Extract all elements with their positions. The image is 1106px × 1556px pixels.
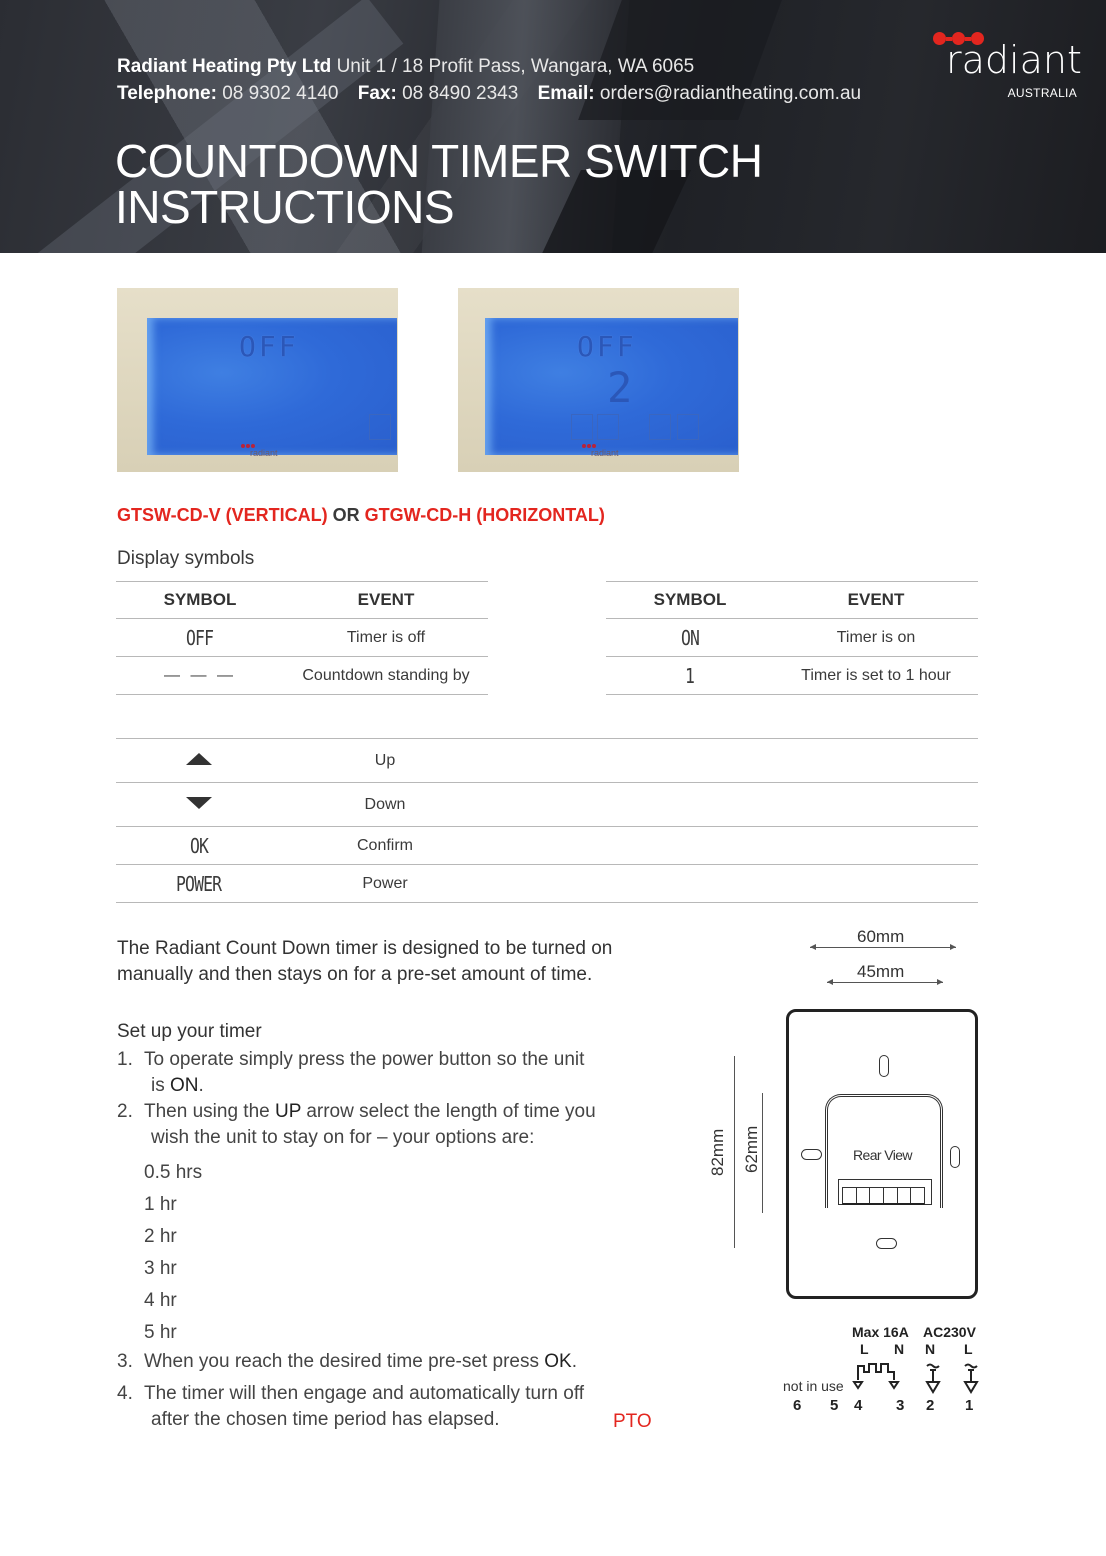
terminal-number: 6 xyxy=(793,1397,802,1414)
wiring-symbols-icon xyxy=(850,1358,990,1398)
height-inner-line xyxy=(762,1093,763,1213)
line-label: N xyxy=(925,1341,936,1357)
table-row xyxy=(116,739,978,783)
mounting-slot-bottom xyxy=(876,1238,897,1249)
telephone-value: 08 9302 4140 xyxy=(222,83,339,104)
setup-heading: Set up your timer xyxy=(117,1021,262,1042)
line-label: L xyxy=(860,1341,869,1357)
down-triangle-icon xyxy=(186,797,212,809)
buttons-table xyxy=(116,738,978,903)
header-symbol: SYMBOL xyxy=(163,590,237,609)
device-brand-label: radiant xyxy=(576,448,619,458)
height-outer-line xyxy=(734,1056,735,1248)
time-options-list xyxy=(117,1157,677,1349)
time-option: 5 hr xyxy=(144,1322,177,1343)
pto-note: PTO xyxy=(613,1411,652,1432)
time-option: 4 hr xyxy=(144,1290,177,1311)
model-or: OR xyxy=(332,505,360,525)
table-row xyxy=(606,619,978,657)
table-row xyxy=(116,619,488,657)
lcd-screen xyxy=(485,318,738,455)
page-title-line-1: COUNTDOWN TIMER SWITCH xyxy=(115,135,763,187)
lcd-up-button-icon xyxy=(571,414,593,440)
lcd-power-button-icon xyxy=(369,414,391,440)
device-brand-label: radiant xyxy=(235,448,278,458)
logo-wordmark: radiant xyxy=(946,38,1082,82)
height-outer-label: 82mm xyxy=(708,1128,727,1176)
event-text: Timer is on xyxy=(836,628,916,646)
product-photo-vertical xyxy=(117,288,398,472)
terminal-number: 5 xyxy=(830,1397,839,1414)
step-4: 4. The timer will then engage and automatically turn off after the chosen time period has elapsed. xyxy=(117,1383,585,1430)
header-event: EVENT xyxy=(357,590,415,609)
up-triangle-icon xyxy=(186,753,212,765)
email-link[interactable]: orders@radiantheating.com.au xyxy=(599,83,862,104)
time-option: 3 hr xyxy=(144,1258,177,1279)
button-label: Up xyxy=(374,751,396,769)
wiring-diagram xyxy=(780,1322,990,1422)
table-header-row xyxy=(606,582,978,619)
header-event: EVENT xyxy=(847,590,905,609)
company-name: Radiant Heating Pty Ltd xyxy=(117,56,332,77)
lcd-digit: 2 xyxy=(607,363,636,412)
header-banner xyxy=(0,0,1106,253)
symbols-table-right xyxy=(606,581,978,695)
model-numbers xyxy=(117,505,605,526)
telephone-label: Telephone: xyxy=(117,83,217,104)
contact-line xyxy=(117,80,861,107)
terminal-number: 3 xyxy=(896,1397,905,1414)
terminal-cells xyxy=(842,1187,925,1205)
button-label: Confirm xyxy=(356,836,413,854)
lcd-screen xyxy=(147,318,397,455)
model-horizontal: GTGW-CD-H (HORIZONTAL) xyxy=(364,505,605,525)
height-inner-label: 62mm xyxy=(742,1125,761,1173)
contact-info xyxy=(117,53,861,107)
fax-label: Fax: xyxy=(357,83,397,104)
table-row xyxy=(606,657,978,695)
symbols-table-left xyxy=(116,581,488,695)
intro-paragraph: The Radiant Count Down timer is designed to be turned on manually and then stays on for a pre-set amount of time. xyxy=(117,938,613,985)
width-inner-arrow xyxy=(827,982,943,983)
step-2: 2. Then using the UP arrow select the length of time you wish the unit to stay on for – your options are: xyxy=(117,1101,596,1148)
time-option: 0.5 hrs xyxy=(144,1162,203,1183)
step-1: 1. To operate simply press the power button so the unit is ON. xyxy=(117,1049,585,1096)
lcd-off-text: OFF xyxy=(577,330,637,363)
spec-voltage: AC230V xyxy=(923,1324,976,1340)
event-text: Timer is set to 1 hour xyxy=(801,666,951,684)
header-symbol: SYMBOL xyxy=(653,590,727,609)
lcd-ok-button-icon xyxy=(649,414,671,440)
fax-value: 08 8490 2343 xyxy=(402,83,519,104)
time-option: 1 hr xyxy=(144,1194,177,1215)
not-in-use-label: not in use xyxy=(783,1378,844,1394)
lcd-off-text: OFF xyxy=(239,330,299,363)
setup-steps xyxy=(117,1047,677,1433)
symbol-on: ON xyxy=(680,625,700,650)
symbol-off: OFF xyxy=(186,625,214,650)
step-3: 3. When you reach the desired time pre-set press OK. xyxy=(117,1351,577,1372)
symbol-dashes: — — — xyxy=(164,666,236,684)
event-text: Countdown standing by xyxy=(302,666,470,684)
email-label: Email: xyxy=(537,83,595,104)
symbol-power: POWER xyxy=(176,871,222,896)
mounting-slot-top xyxy=(879,1055,889,1077)
lcd-down-button-icon xyxy=(597,414,619,440)
logo-subtext: AUSTRALIA xyxy=(1007,86,1077,100)
event-text: Timer is off xyxy=(346,628,426,646)
table-row xyxy=(116,865,978,903)
symbol-one: 1 xyxy=(685,663,695,688)
mounting-slot-left xyxy=(801,1149,822,1160)
terminal-number: 1 xyxy=(965,1397,974,1414)
table-row xyxy=(116,783,978,827)
time-option: 2 hr xyxy=(144,1226,177,1247)
radiant-logo xyxy=(930,30,1080,105)
model-vertical: GTSW-CD-V (VERTICAL) xyxy=(117,505,328,525)
terminal-number: 2 xyxy=(926,1397,935,1414)
line-label: L xyxy=(964,1341,973,1357)
page-title xyxy=(115,135,763,233)
table-row xyxy=(116,827,978,865)
table-row xyxy=(116,657,488,695)
company-address: Unit 1 / 18 Profit Pass, Wangara, WA 6065 xyxy=(336,56,695,77)
spec-current: Max 16A xyxy=(852,1324,909,1340)
lcd-power-button-icon xyxy=(677,414,699,440)
width-inner-label: 45mm xyxy=(857,962,905,981)
line-label: N xyxy=(894,1341,905,1357)
product-photo-horizontal xyxy=(458,288,739,472)
button-label: Down xyxy=(364,795,406,813)
rear-view-label: Rear View xyxy=(853,1147,912,1163)
mounting-slot-right xyxy=(950,1146,960,1168)
table-header-row xyxy=(116,582,488,619)
width-outer-label: 60mm xyxy=(857,927,905,946)
width-outer-arrow xyxy=(810,947,956,948)
symbol-ok: OK xyxy=(189,833,209,858)
display-symbols-heading: Display symbols xyxy=(117,548,255,569)
company-line xyxy=(117,53,861,80)
page-title-line-2: INSTRUCTIONS xyxy=(115,181,454,233)
terminal-number: 4 xyxy=(854,1397,863,1414)
button-label: Power xyxy=(362,874,408,892)
